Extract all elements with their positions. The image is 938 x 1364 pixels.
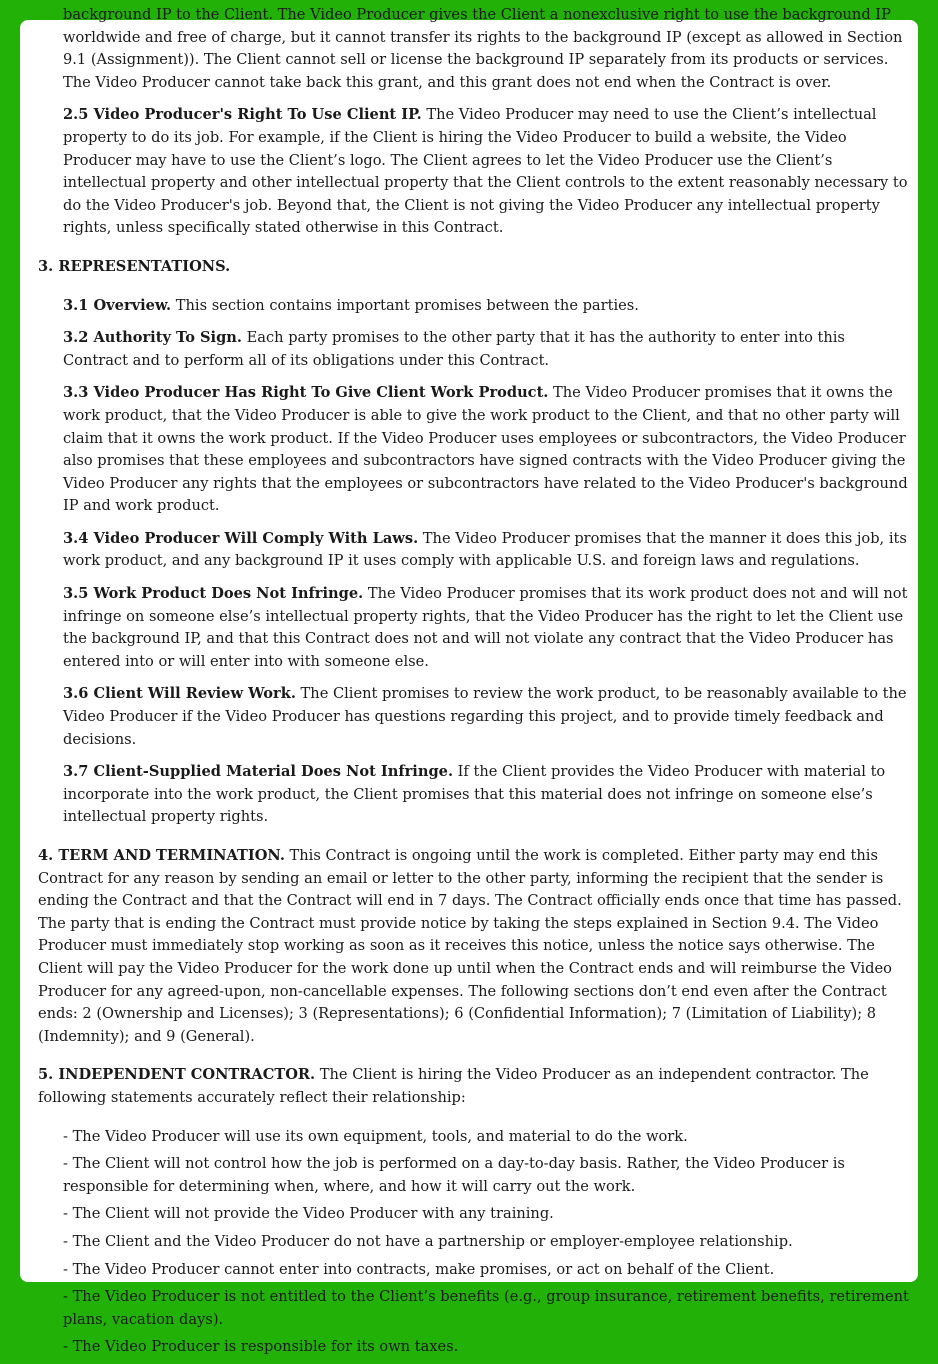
section-heading: 2.5 Video Producer's Right To Use Client IP.	[63, 106, 422, 124]
section-text: The Video Producer promises that it owns the work product, that the Video Producer is able to give the work product to the Client, and that no other party will claim that it owns the work product. If the Video Producer uses employees or subcontractors, the Video Producer also promises that these employees and subcontractors have signed contracts with the Video Producer giving the Video Producer any rights that the employees or subcontractors have related to the Video Producer's background IP and work product.	[63, 384, 908, 515]
document-page	[20, 6, 918, 1356]
section-heading: 3.2 Authority To Sign.	[63, 329, 243, 347]
section-heading: 3.5 Work Product Does Not Infringe.	[63, 585, 364, 603]
section-5	[38, 1064, 910, 1109]
section-text: The Client is hiring the Video Producer as an independent contractor. The following statements accurately reflect their relationship:	[38, 1066, 869, 1106]
section-heading: 3.4 Video Producer Will Comply With Laws.	[63, 529, 419, 547]
section-4	[38, 845, 910, 1048]
section-heading: 3.7 Client-Supplied Material Does Not Infringe.	[63, 763, 454, 781]
section-heading: 4. TERM AND TERMINATION.	[38, 847, 285, 864]
section-text: The Client promises to review the work product, to be reasonably available to the Video Producer if the Video Producer has questions regarding this project, and to provide timely feedback and decisions.	[63, 685, 907, 748]
section-3-heading: 3. REPRESENTATIONS.	[38, 257, 231, 275]
section-text: The Video Producer promises that its work product does not and will not infringe on someone else’s intellectual property rights, that the Video Producer has the right to let the Client use the background IP, and that this Contract does not and will not violate any contract that the Video Producer has entered into or will enter into with someone else.	[63, 585, 908, 670]
list-item: - The Client and the Video Producer do not have a partnership or employer-employee relationship.	[63, 1232, 793, 1250]
section-3-1	[63, 295, 910, 318]
document-content	[38, 4, 910, 1364]
list-item: - The Video Producer is responsible for its own taxes.	[63, 1338, 459, 1356]
section-text: The Video Producer may need to use the Client’s intellectual property to do its job. For example, if the Client is hiring the Video Producer to build a website, the Video Producer may have to use the Client’s logo. The Client agrees to let the Video Producer use the Client’s intellectual property and other intellectual property that the Client controls to the extent reasonably necessary to do the Video Producer's job. Beyond that, the Client is not giving the Video Producer any intellectual property rights, unless specifically stated otherwise in this Contract.	[63, 106, 908, 237]
relationship-list	[63, 1126, 910, 1359]
section-text: Each party promises to the other party that it has the authority to enter into this Contract and to perform all of its obligations under this Contract.	[63, 329, 845, 369]
section-3-5	[63, 583, 910, 673]
background-ip-paragraph: background IP to the Client. The Video Producer gives the Client a nonexclusive right to use the background IP worldwide and free of charge, but it cannot transfer its rights to the background IP (except as allowed in Section 9.1 (Assignment)). The Client cannot sell or license the background IP separately from its products or services. The Video Producer cannot take back this grant, and this grant does not end when the Contract is over.	[63, 6, 903, 91]
section-3-6	[63, 683, 910, 751]
list-item: - The Video Producer cannot enter into contracts, make promises, or act on behalf of the Client.	[63, 1260, 775, 1278]
section-heading: 3.3 Video Producer Has Right To Give Client Work Product.	[63, 384, 549, 402]
section-text: This section contains important promises between the parties.	[171, 296, 639, 314]
section-3-2	[63, 327, 910, 372]
section-2-5	[63, 104, 910, 240]
section-text: The Video Producer promises that the manner it does this job, its work product, and any background IP it uses comply with applicable U.S. and foreign laws and regulations.	[63, 529, 907, 570]
section-text: This Contract is ongoing until the work is completed. Either party may end this Contract for any reason by sending an email or letter to the other party, informing the recipient that the sender is ending the Contract and that the Contract will end in 7 days. The Contract officially ends once that time has passed. The party that is ending the Contract must provide notice by taking the steps explained in Section 9.4. The Video Producer must immediately stop working as soon as it receives this notice, unless the notice says otherwise. The Client will pay the Video Producer for the work done up until when the Contract ends and will reimburse the Video Producer for any agreed-upon, non-cancellable expenses. The following sections don’t end even after the Contract ends: 2 (Ownership and Licenses); 3 (Representations); 6 (Confidential Information); 7 (Limitation of Liability); 8 (Indemnity); and 9 (General).	[38, 847, 902, 1045]
section-text: If the Client provides the Video Producer with material to incorporate into the work product, the Client promises that this material does not infringe on someone else’s intellectual property rights.	[63, 763, 886, 826]
section-3-4	[63, 528, 910, 573]
list-item: - The Client will not control how the job is performed on a day-to-day basis. Rather, the Video Producer is responsible for determining when, where, and how it will carry out the work.	[63, 1155, 845, 1195]
section-heading: 3.6 Client Will Review Work.	[63, 685, 296, 703]
section-heading: 3.1 Overview.	[63, 296, 172, 314]
list-item: - The Video Producer will use its own equipment, tools, and material to do the work.	[63, 1127, 688, 1145]
section-3-7	[63, 761, 910, 829]
section-heading: 5. INDEPENDENT CONTRACTOR.	[38, 1066, 316, 1084]
list-item: - The Video Producer is not entitled to the Client’s benefits (e.g., group insurance, retirement benefits, retirement plans, vacation days).	[63, 1288, 909, 1328]
section-3-3	[63, 382, 910, 518]
list-item: - The Client will not provide the Video Producer with any training.	[63, 1205, 554, 1223]
